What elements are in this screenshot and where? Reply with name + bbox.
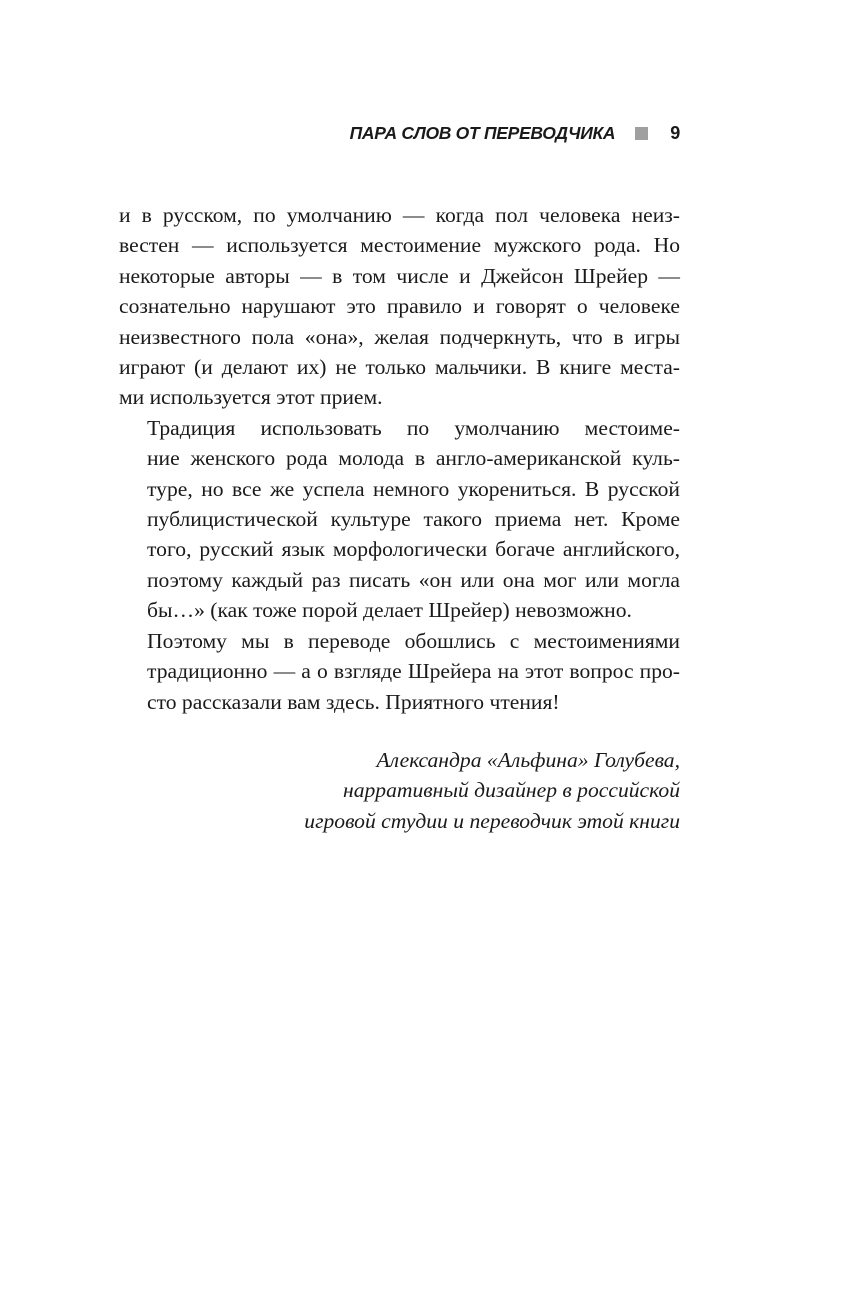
text-line: некоторые авторы — в том числе и Джейсон Шрейер — — [119, 263, 680, 288]
running-title: ПАРА СЛОВ ОТ ПЕРЕВОДЧИКА — [349, 122, 616, 143]
page-number: 9 — [670, 122, 680, 143]
text-line: того, русский язык морфологически богаче английского, — [147, 537, 680, 562]
text-line: ми используется этот прием. — [119, 385, 383, 410]
text-line: и в русском, по умолчанию — когда пол человека неиз- — [119, 203, 680, 227]
signature-line: нарративный дизайнер в российской — [342, 778, 680, 803]
paragraph-2 — [119, 413, 680, 626]
signature-line: Александра «Альфина» Голубева, — [376, 748, 680, 772]
running-head — [350, 121, 680, 145]
text-line: Поэтому мы в переводе обошлись с местоимениями — [147, 628, 680, 653]
text-line: сто рассказали вам здесь. Приятного чтения! — [147, 689, 560, 714]
text-line: сознательно нарушают это правило и говорят о человеке — [119, 294, 680, 319]
text-line: ние женского рода молода в англо-американской куль- — [147, 446, 680, 471]
text-line: Традиция использовать по умолчанию местоиме- — [147, 415, 680, 440]
text-line: неизвестного пола «она», желая подчеркнуть, что в игры — [119, 324, 680, 349]
body-text — [119, 200, 680, 717]
square-ornament-icon — [635, 127, 648, 140]
signature — [304, 745, 680, 836]
text-line: бы…» (как тоже порой делает Шрейер) невозможно. — [147, 598, 632, 623]
signature-line: игровой студии и переводчик этой книги — [304, 808, 680, 833]
paragraph-3 — [119, 626, 680, 717]
text-line: туре, но все же успела немного укорениться. В русской — [147, 476, 680, 501]
text-line: вестен — используется местоимение мужского рода. Но — [119, 233, 680, 258]
paragraph-1 — [119, 200, 680, 413]
text-line: традиционно — а о взгляде Шрейера на этот вопрос про- — [147, 659, 680, 684]
text-line: поэтому каждый раз писать «он или она мог или могла — [147, 567, 680, 592]
text-line: играют (и делают их) не только мальчики. В книге места- — [119, 355, 680, 380]
text-line: публицистической культуре такого приема нет. Кроме — [147, 507, 680, 532]
